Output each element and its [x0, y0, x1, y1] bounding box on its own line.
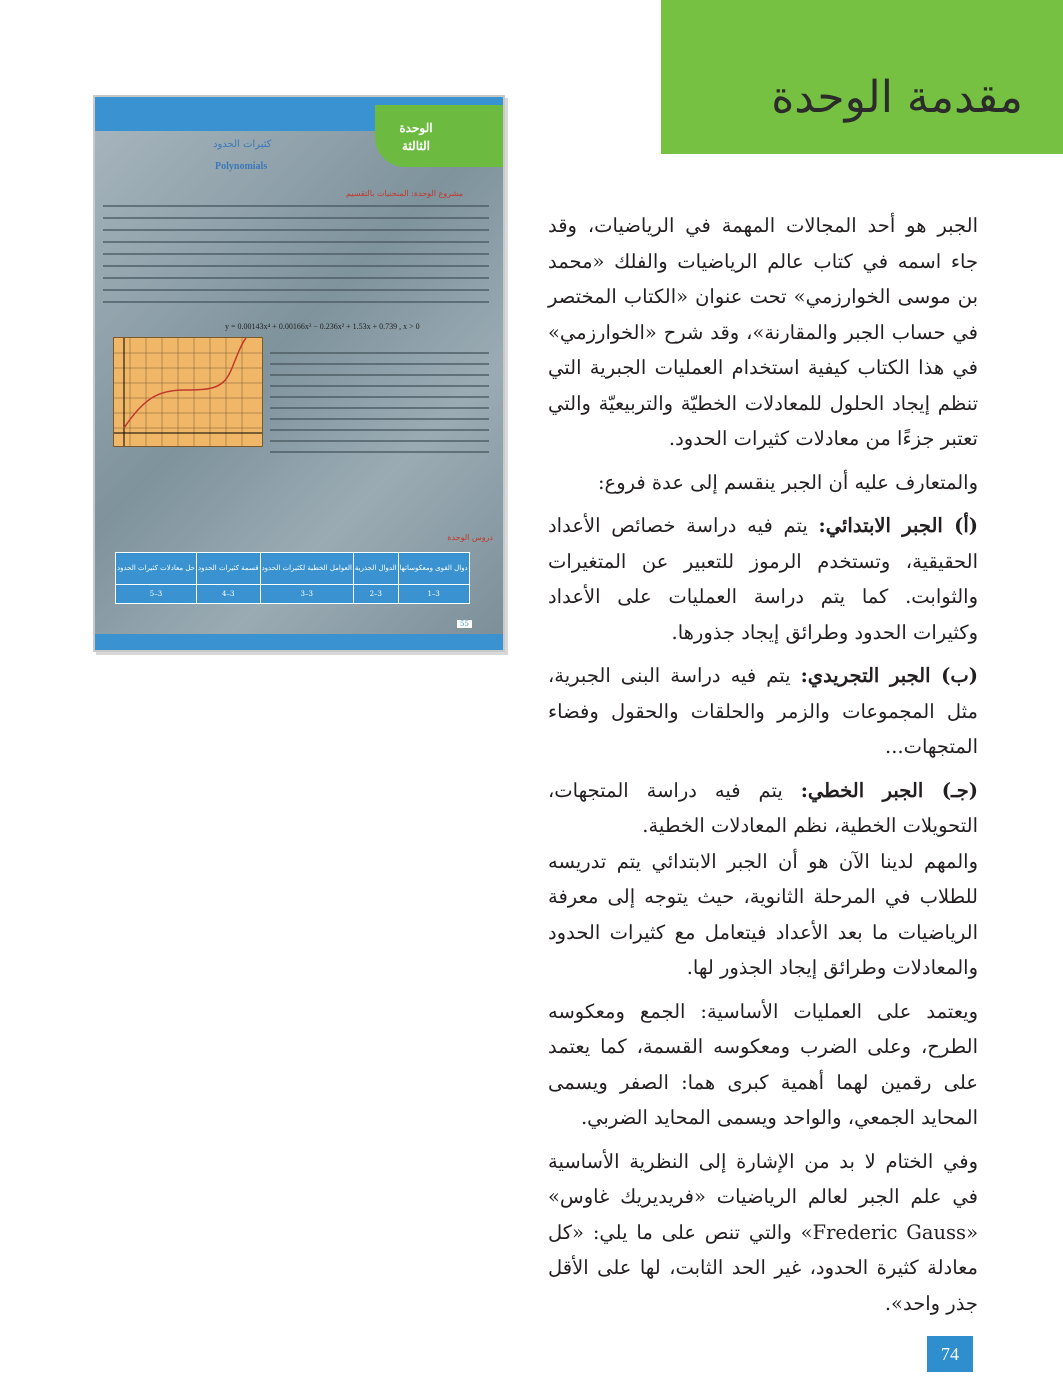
lesson-cell: دوال القوى ومعكوساتها [398, 553, 469, 585]
page-title: مقدمة الوحدة [771, 72, 1023, 123]
cover-title-en: Polynomials [215, 161, 268, 172]
cover-equation: y = 0.00143x⁴ + 0.00166x³ − 0.236x² + 1.53x + 0.739 , x > 0 [225, 322, 420, 331]
branch-linear [548, 773, 978, 844]
cover-text-lines [103, 205, 489, 313]
unit-cover-thumbnail [93, 95, 505, 652]
page-number: 74 [927, 1336, 973, 1372]
cover-unit-word: الوحدة [399, 121, 433, 135]
lesson-cell: العوامل الخطية لكثيرات الحدود [260, 553, 353, 585]
branch-abstract [548, 658, 978, 765]
lesson-number: 3–2 [353, 584, 398, 603]
lesson-number: 3–5 [116, 584, 197, 603]
branch-description: يتم فيه دراسة البنى الجبرية، مثل المجموعات والزمر والحلقات والحقول وفضاء المتجهات... [548, 664, 978, 758]
cover-title-ar: كثيرات الحدود [213, 139, 272, 150]
cover-graph [113, 337, 263, 447]
branch-description: يتم فيه دراسة المتجهات، التحويلات الخطية، نظم المعادلات الخطية. [548, 778, 978, 837]
branch-label: (جـ) الجبر الخطي: [800, 778, 978, 802]
unit-header-banner [661, 0, 1063, 154]
lesson-number: 3–1 [398, 584, 469, 603]
cover-project-title: مشروع الوحدة: المنحنيات بالتقسيم [345, 189, 463, 198]
branch-label: (أ) الجبر الابتدائي: [818, 514, 978, 537]
gauss-paragraph: وفي الختام لا بد من الإشارة إلى النظرية الأساسية في علم الجبر لعالم الرياضيات «فريديريك غاوس» «Frederic Gauss» والتي تنص على ما يلي: «كل معادلة كثيرة الحدود، غير الحد الثابت، لها على الأقل جذر واحد». [548, 1149, 978, 1315]
lesson-number: 3–3 [260, 584, 353, 603]
lesson-cell: الدوال الجذرية [353, 553, 398, 585]
elementary-paragraph: والمهم لدينا الآن هو أن الجبر الابتدائي يتم تدريسه للطلاب في المرحلة الثانوية، حيث يتوجه إلى معرفة الرياضيات ما بعد الأعداد فيتعامل مع كثيرات الحدود والمعادلات وطرائق إيجاد الجذور لها. [548, 849, 978, 979]
intro-paragraph: الجبر هو أحد المجالات المهمة في الرياضيات، وقد جاء اسمه في كتاب عالم الرياضيات والفلك «محمد بن موسى الخوارزمي» تحت عنوان «الكتاب المختصر في حساب الجبر والمقارنة»، وقد شرح «الخوارزمي» في هذا الكتاب كيفية استخدام العمليات الجبرية التي تنظم إيجاد الحلول للمعادلات الخطيّة والتربيعيّة والتي تعتبر جزءًا من معادلات كثيرات الحدود. [548, 214, 978, 450]
cover-page-number: 55 [457, 620, 472, 628]
lesson-cell: حل معادلات كثيرات الحدود [116, 553, 197, 585]
lesson-cell: قسمة كثيرات الحدود [196, 553, 260, 585]
cover-lessons-table [115, 552, 470, 604]
cover-bottom-bar [95, 634, 503, 650]
branch-elementary [548, 508, 978, 650]
cover-lessons-title: دروس الوحدة [447, 533, 493, 542]
cover-unit-ordinal: الثالثة [402, 139, 430, 153]
operations-paragraph: ويعتمد على العمليات الأساسية: الجمع ومعكوسه الطرح، وعلى الضرب ومعكوسه القسمة، كما يعتمد على رقمين لهما أهمية كبرى هما: الصفر ويسمى المحايد الجمعي، والواحد ويسمى المحايد الضربي. [548, 999, 978, 1129]
cover-unit-label [381, 119, 451, 155]
intro-body [548, 208, 978, 1329]
branch-description: يتم فيه دراسة خصائص الأعداد الحقيقية، وتستخدم الرموز للتعبير عن المتغيرات والثوابت. كما يتم دراسة العمليات على الأعداد وكثيرات الحدود وطرائق إيجاد جذورها. [548, 514, 978, 644]
lesson-number: 3–4 [196, 584, 260, 603]
cover-steps-lines [270, 352, 489, 462]
branch-label: (ب) الجبر التجريدي: [800, 664, 978, 687]
branches-intro: والمتعارف عليه أن الجبر ينقسم إلى عدة فروع: [597, 470, 978, 494]
